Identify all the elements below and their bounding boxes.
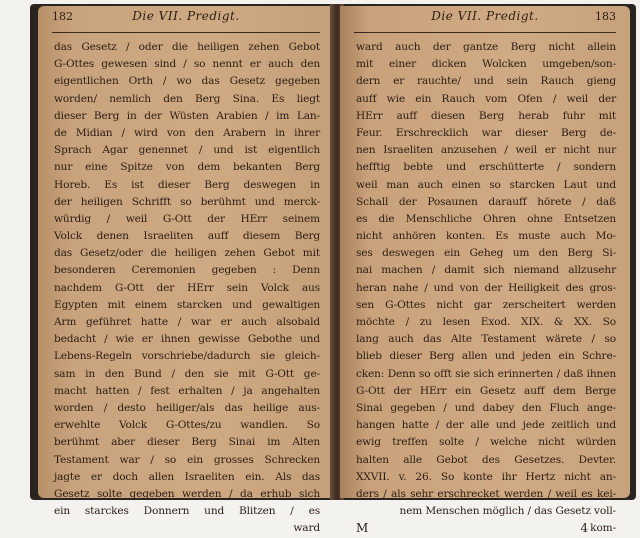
catchword: kom-	[590, 522, 616, 535]
text-line: weil man auch einen so starcken Laut und	[356, 178, 616, 191]
text-line: das Gesetz/oder die heiligen zehen Gebot mit	[54, 247, 320, 260]
text-line: Lebens-Regeln vorschriebe/dadurch sie gleich-	[54, 350, 320, 363]
text-line: besonderen Ceremonien gegeben : Denn	[54, 264, 320, 277]
text-line: jagte er doch allen Israeliten ein. Als das	[54, 470, 320, 483]
right-header	[354, 6, 616, 33]
text-line: Sprach Agar genennet / und ist eigentlich	[54, 144, 320, 157]
text-line: nai machen / damit sich niemand allzusehr	[356, 264, 616, 277]
text-line: dieser Berg in der Wüsten Arabien / im Lan-	[54, 109, 320, 122]
signature-mark: M 4	[356, 521, 591, 536]
text-line: Egypten mit einem starcken und gewaltigen	[54, 298, 320, 311]
right-page	[340, 6, 630, 536]
right-footer-line	[356, 520, 616, 537]
text-line: halten alle Gebot des Gesetzes. Devter.	[356, 453, 616, 466]
text-line: G-Ottes gewesen sind / so nennt er auch den	[54, 58, 320, 71]
left-header	[52, 6, 320, 33]
right-running-head: Die VII. Predigt.	[431, 9, 539, 23]
text-line: Volck denen Israeliten auff diesem Berg	[54, 230, 320, 243]
right-page-text	[356, 39, 616, 520]
text-line: Gesetz solte gegeben werden / da erhub sich	[54, 487, 320, 500]
text-line: ein starckes Donnern und Blitzen / es	[54, 505, 320, 518]
text-line: möchte / zu lesen Exod. XIX. & XX. So	[356, 316, 616, 328]
text-line: ses deswegen ein Geheg um den Berg Si-	[356, 247, 616, 260]
text-line: hefftig bebte und erschütterte / sondern	[356, 161, 616, 174]
text-line: cken: Denn so offt sie sich erinnerten / daß ihnen	[356, 367, 616, 380]
text-line: mit einer dicken Wolcken umgeben/son-	[356, 58, 616, 71]
text-line: heran nahe / und von der Heiligkeit des gros-	[356, 281, 616, 294]
text-line: erwehlte Volck G-Ottes/zu wandlen. So	[54, 419, 320, 432]
text-line: ward auch der gantze Berg nicht allein	[356, 41, 616, 53]
text-line: dern er rauchte/ und sein Rauch gieng	[356, 75, 616, 88]
text-line: nem Menschen möglich / das Gesetz voll-	[399, 505, 616, 518]
text-line: Feur. Erschrecklich war dieser Berg de-	[356, 126, 616, 139]
text-line: das Gesetz / oder die heiligen zehen Gebot	[54, 41, 320, 53]
text-line: XXVII. v. 26. So konte ihr Hertz nicht an-	[356, 470, 616, 483]
text-line: blieb dieser Berg allen und jeden ein Schre-	[356, 350, 616, 363]
text-line: ders / als sehr erschrecket werden / weil es kei-	[356, 487, 616, 500]
text-line: ward	[293, 522, 320, 535]
text-line: nen Israeliten anzusehen / weil er nicht nur	[356, 144, 616, 157]
left-running-head: Die VII. Predigt.	[132, 9, 240, 23]
text-line: hangen hatte / der alle und jede zeitlich und	[356, 419, 616, 432]
text-line: bedacht / wie er ihnen gewisse Gebothe und	[54, 333, 320, 346]
text-line: sen G-Ottes nicht gar zerscheitert werden	[356, 298, 616, 311]
text-line: es die Menschliche Ohren ohne Entsetzen	[356, 212, 616, 225]
text-line: de Midian / wird von den Arabern in ihrer	[54, 126, 320, 139]
text-line: worden / desto heiliger/als das heilige aus-	[54, 401, 320, 414]
text-line: Sinai gegeben / und dabey den Fluch ange-	[356, 401, 616, 414]
text-line: nur eine Spitze von dem bekanten Berg	[54, 161, 320, 174]
text-line: Horeb. Es ist dieser Berg deswegen in	[54, 178, 320, 191]
left-page-text	[54, 39, 320, 537]
text-line: worden/ nemlich den Berg Sina. Es liegt	[54, 92, 320, 105]
left-page-number: 182	[52, 10, 73, 23]
text-line: ewig treffen solte / welche nicht würden	[356, 436, 616, 449]
text-line: auff wie ein Rauch vom Ofen / weil der	[356, 92, 616, 105]
text-line: lang auch das Alte Testament wärete / so	[356, 333, 616, 346]
text-line: HErr auff diesen Berg herab fuhr mit	[356, 109, 616, 122]
text-line: der heiligen Schrifft so berühmt und merck-	[54, 195, 320, 208]
text-line: nicht anhören konten. Es muste auch Mo-	[356, 230, 616, 243]
book-spread	[30, 4, 636, 536]
text-line: sam in den Bund / den sie mit G-Ott ge-	[54, 367, 320, 380]
text-line: Schall der Posaunen darauff hörete / daß	[356, 195, 616, 208]
text-line: G-Ott der HErr ein Gesetz auff dem Berge	[356, 384, 616, 397]
text-line: eigentlichen Orth / wo das Gesetz gegeben	[54, 75, 320, 88]
left-page	[38, 6, 334, 535]
text-line: würdig / weil G-Ott der HErr seinem	[54, 212, 320, 225]
text-line: macht hatten / fest erhalten / ja angehalten	[54, 384, 320, 397]
right-page-number: 183	[595, 10, 616, 23]
text-line: berühmt aber dieser Berg Sinai im Alten	[54, 436, 320, 449]
text-line: Testament war / so ein grosses Schrecken	[54, 453, 320, 466]
text-line: nachdem G-Ott der HErr sein Volck aus	[54, 281, 320, 294]
text-line: Arm geführet hatte / war er auch alsobald	[54, 316, 320, 328]
